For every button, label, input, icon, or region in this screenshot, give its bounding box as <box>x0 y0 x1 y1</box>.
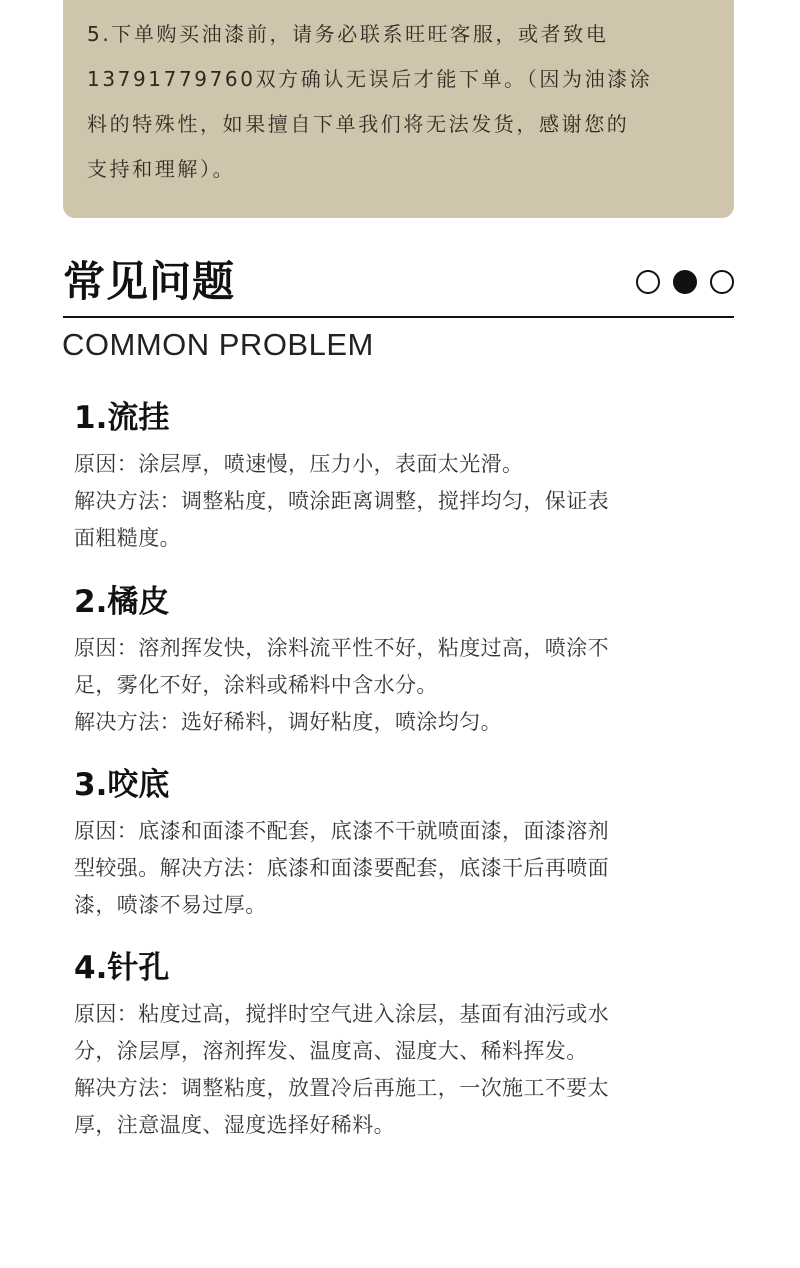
circle-outline-icon <box>710 270 734 294</box>
decorative-dots <box>636 270 734 294</box>
section-subtitle: COMMON PROBLEM <box>62 327 374 362</box>
faq-item-sagging <box>74 396 734 557</box>
faq-item-lifting <box>74 763 734 924</box>
faq-text: 解决方法：选好稀料，调好粘度，喷涂均匀。 <box>74 710 502 734</box>
order-notice-box <box>63 0 734 218</box>
notice-line: 5.下单购买油漆前，请务必联系旺旺客服，或者致电 <box>87 22 609 46</box>
notice-line: 支持和理解）。 <box>87 157 236 181</box>
faq-text: 解决方法：调整粘度，放置冷后再施工，一次施工不要太 <box>74 1076 609 1100</box>
faq-item-pinholes <box>74 946 734 1144</box>
faq-text: 分，涂层厚，溶剂挥发、温度高、湿度大、稀料挥发。 <box>74 1039 588 1063</box>
faq-text: 型较强。解决方法：底漆和面漆要配套，底漆干后再喷面 <box>74 856 609 880</box>
faq-title: 4.针孔 <box>74 950 170 986</box>
faq-text: 原因：底漆和面漆不配套，底漆不干就喷面漆，面漆溶剂 <box>74 819 609 843</box>
circle-outline-icon <box>636 270 660 294</box>
faq-text: 原因：溶剂挥发快，涂料流平性不好，粘度过高，喷涂不 <box>74 636 609 660</box>
faq-text: 厚，注意温度、湿度选择好稀料。 <box>74 1113 395 1137</box>
section-divider <box>63 316 734 318</box>
faq-title: 1.流挂 <box>74 400 170 436</box>
faq-text: 解决方法：调整粘度，喷涂距离调整，搅拌均匀，保证表 <box>74 489 609 513</box>
faq-item-orange-peel <box>74 580 734 741</box>
faq-title: 3.咬底 <box>74 767 170 803</box>
circle-filled-icon <box>673 270 697 294</box>
faq-text: 原因：粘度过高，搅拌时空气进入涂层，基面有油污或水 <box>74 1002 609 1026</box>
faq-text: 面粗糙度。 <box>74 526 181 550</box>
faq-text: 漆，喷漆不易过厚。 <box>74 893 267 917</box>
section-title: 常见问题 <box>63 257 236 306</box>
notice-line: 13791779760双方确认无误后才能下单。（因为油漆涂 <box>87 67 653 91</box>
notice-line: 料的特殊性，如果擅自下单我们将无法发货，感谢您的 <box>87 112 630 136</box>
faq-text: 原因：涂层厚，喷速慢，压力小，表面太光滑。 <box>74 452 524 476</box>
faq-title: 2.橘皮 <box>74 584 170 620</box>
faq-text: 足，雾化不好，涂料或稀料中含水分。 <box>74 673 438 697</box>
